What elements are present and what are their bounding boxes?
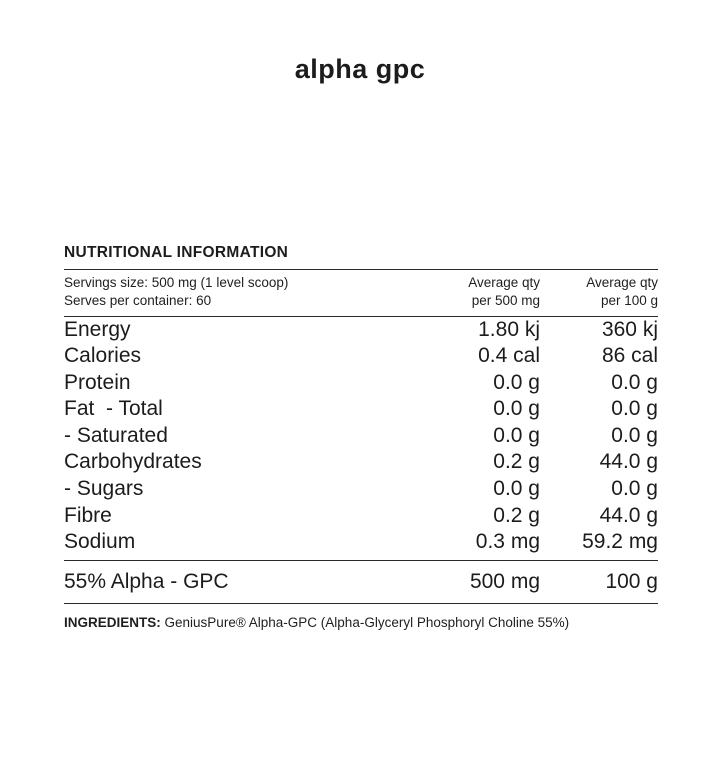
nutrient-per-serve: 0.2 g bbox=[493, 450, 540, 474]
table-row bbox=[64, 476, 658, 503]
nutrient-table bbox=[64, 317, 658, 556]
nutrient-per-100g: 0.0 g bbox=[611, 370, 658, 394]
nutrient-name: Protein bbox=[64, 370, 131, 394]
nutrition-panel bbox=[64, 244, 658, 632]
nutrient-name: Fat - Total bbox=[64, 397, 163, 421]
nutrient-name: Energy bbox=[64, 317, 131, 341]
table-row bbox=[64, 317, 658, 344]
active-ingredient-row bbox=[64, 561, 658, 603]
column-header-per-100g bbox=[540, 274, 658, 310]
nutrient-per-100g: 360 kj bbox=[601, 317, 658, 341]
active-ingredient-per-serve: 500 mg bbox=[469, 569, 540, 593]
nutrient-per-serve: 1.80 kj bbox=[478, 317, 540, 341]
column-headers bbox=[422, 274, 658, 310]
nutrient-per-serve: 0.0 g bbox=[493, 397, 540, 421]
nutrient-name: Sodium bbox=[64, 530, 136, 554]
nutrient-per-100g: 0.0 g bbox=[611, 477, 658, 500]
nutrient-per-serve: 0.2 g bbox=[493, 503, 540, 527]
nutrient-per-serve: 0.0 g bbox=[493, 370, 540, 394]
nutrient-per-serve: 0.3 mg bbox=[475, 530, 540, 554]
column-header-per-serve-line2: per 500 mg bbox=[471, 292, 540, 308]
nutrient-per-serve: 0.0 g bbox=[493, 423, 540, 447]
panel-heading: NUTRITIONAL INFORMATION bbox=[64, 244, 289, 261]
table-row bbox=[64, 396, 658, 423]
table-row bbox=[64, 503, 658, 530]
nutrient-name: - Sugars bbox=[64, 477, 144, 500]
nutrient-per-100g: 0.0 g bbox=[611, 397, 658, 421]
table-row bbox=[64, 343, 658, 370]
ingredients-section bbox=[64, 604, 658, 633]
serves-per-container: Serves per container: 60 bbox=[64, 292, 212, 308]
column-header-per-100g-line1: Average qty bbox=[586, 275, 658, 290]
nutrient-name: Calories bbox=[64, 344, 142, 368]
active-ingredient-name: 55% Alpha - GPC bbox=[64, 569, 229, 593]
table-row bbox=[64, 370, 658, 397]
nutrient-per-100g: 44.0 g bbox=[599, 450, 658, 474]
table-row bbox=[64, 529, 658, 556]
nutrient-per-100g: 86 cal bbox=[601, 344, 658, 368]
column-header-per-serve bbox=[422, 274, 540, 310]
nutrient-name: - Saturated bbox=[64, 423, 168, 447]
nutrient-per-100g: 44.0 g bbox=[599, 503, 658, 527]
nutrient-per-serve: 0.4 cal bbox=[478, 344, 540, 368]
servings-size: Servings size: 500 mg (1 level scoop) bbox=[64, 275, 289, 290]
active-ingredient-values bbox=[422, 570, 658, 594]
serving-and-column-headers bbox=[64, 270, 658, 316]
table-row bbox=[64, 449, 658, 476]
active-ingredient-per-100g: 100 g bbox=[605, 569, 658, 593]
table-row bbox=[64, 423, 658, 450]
ingredients-label: INGREDIENTS: bbox=[64, 614, 161, 630]
servings-info bbox=[64, 274, 288, 310]
nutrient-per-100g: 0.0 g bbox=[611, 423, 658, 447]
nutrient-per-100g: 59.2 mg bbox=[582, 530, 658, 554]
ingredients-text: GeniusPure® Alpha-GPC (Alpha-Glyceryl Phosphoryl Choline 55%) bbox=[164, 614, 570, 630]
column-header-per-serve-line1: Average qty bbox=[468, 275, 540, 290]
nutrition-label-page bbox=[0, 54, 720, 774]
page-title: alpha gpc bbox=[294, 54, 426, 84]
nutrient-name: Fibre bbox=[64, 503, 112, 527]
nutrient-name: Carbohydrates bbox=[64, 450, 202, 474]
column-header-per-100g-line2: per 100 g bbox=[600, 292, 658, 308]
nutrient-per-serve: 0.0 g bbox=[493, 477, 540, 500]
